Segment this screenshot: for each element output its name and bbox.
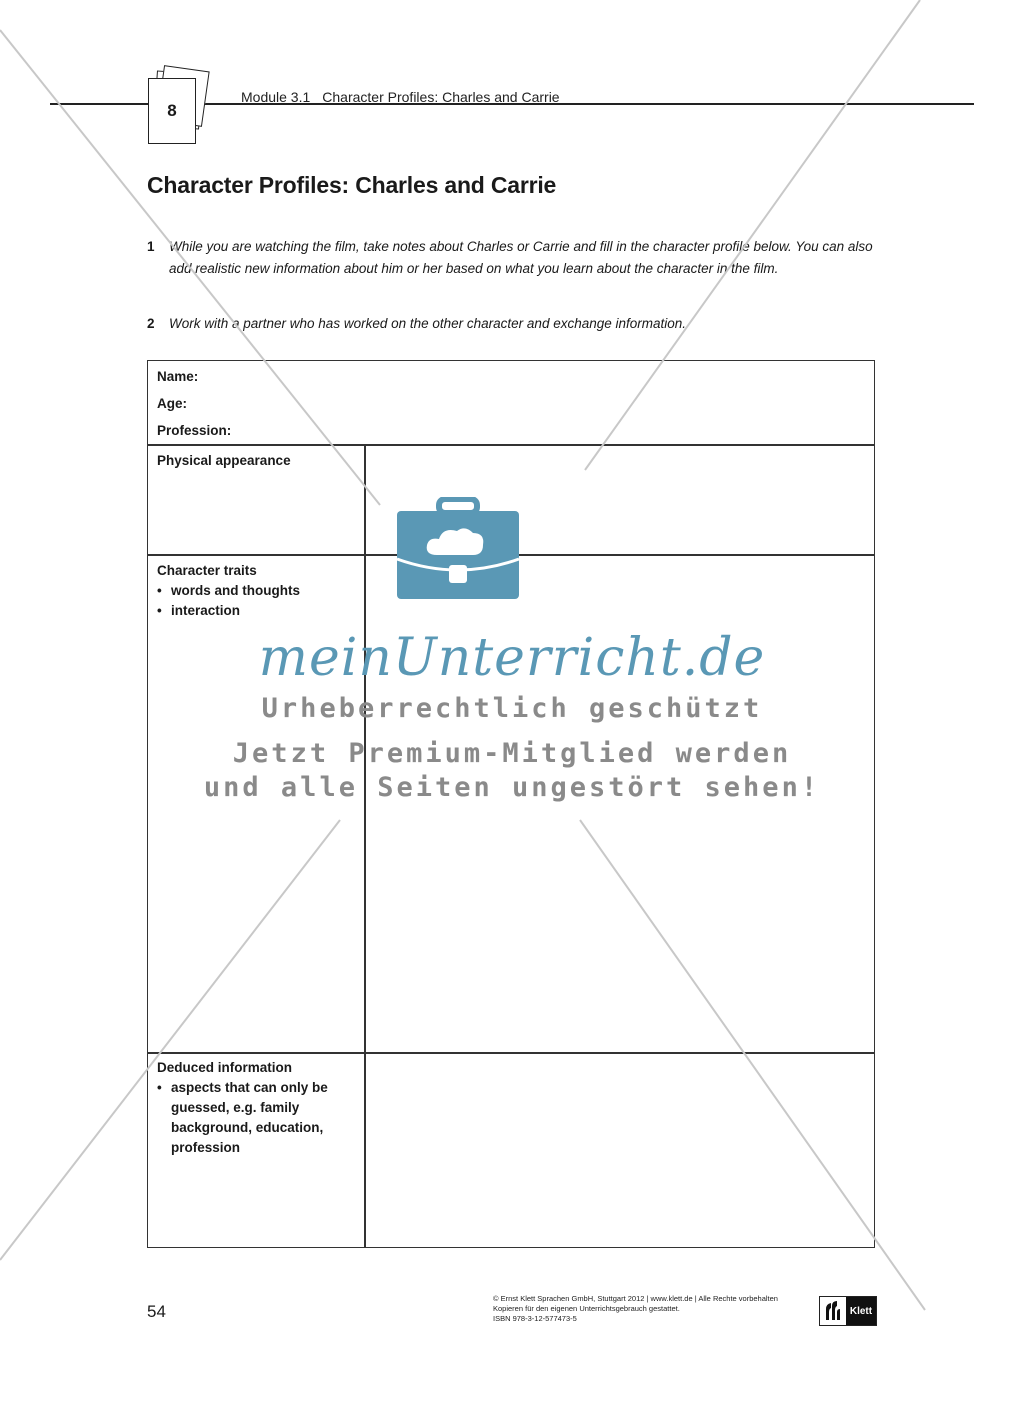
module-badge-number: 8 [167,101,177,120]
task-2 [147,313,877,335]
watermark-premium-cta-2: und alle Seiten ungestört sehen! [203,772,821,803]
deduced-information-label: Deduced information [157,1060,293,1075]
module-title: Character Profiles: Charles and Carrie [322,89,560,105]
deduced-information-cell [157,1058,347,1158]
briefcase-cloud-icon [395,497,521,601]
module-badge [148,78,196,144]
module-number: Module 3.1 [241,89,311,105]
deduced-item: • aspects that can only be guessed, e.g. family background, education, profession [157,1078,347,1158]
traits-item: • interaction [157,601,300,621]
klett-emblem-icon [820,1297,846,1325]
copyright-notice [493,1294,778,1324]
watermark-brand: meinUnterricht.de [258,628,766,688]
character-traits-cell [157,561,300,621]
name-label: Name: [157,369,199,384]
task-1 [147,236,877,280]
physical-appearance-label: Physical appearance [157,453,291,468]
profession-label: Profession: [157,423,232,438]
watermark-copyright: Urheberrechtlich geschützt [261,693,763,724]
watermark-premium-cta: Jetzt Premium-Mitglied werden [232,738,792,769]
character-traits-label: Character traits [157,563,257,578]
page-number: 54 [147,1302,166,1321]
publisher-name: Klett [846,1297,876,1325]
copyright-line: © Ernst Klett Sprachen GmbH, Stuttgart 2012 | www.klett.de | Alle Rechte vorbehalten [493,1294,778,1303]
character-profile-form [147,360,875,1248]
traits-item: • words and thoughts [157,581,300,601]
deduced-information-field[interactable] [366,1054,874,1247]
page-title: Character Profiles: Charles and Carrie [147,172,557,198]
publisher-logo [819,1296,877,1326]
task-text: Work with a partner who has worked on the other character and exchange information. [169,316,687,331]
task-number: 2 [147,316,155,331]
task-number: 1 [147,239,155,254]
isbn: ISBN 978-3-12-577473-5 [493,1314,577,1323]
task-text: While you are watching the film, take notes about Charles or Carrie and fill in the character profile below. You can also add realistic new information about him or her based on what you learn about the character in the film. [169,239,873,276]
age-label: Age: [157,396,187,411]
module-header [241,89,560,105]
copyright-line: Kopieren für den eigenen Unterrichtsgebrauch gestattet. [493,1304,680,1313]
